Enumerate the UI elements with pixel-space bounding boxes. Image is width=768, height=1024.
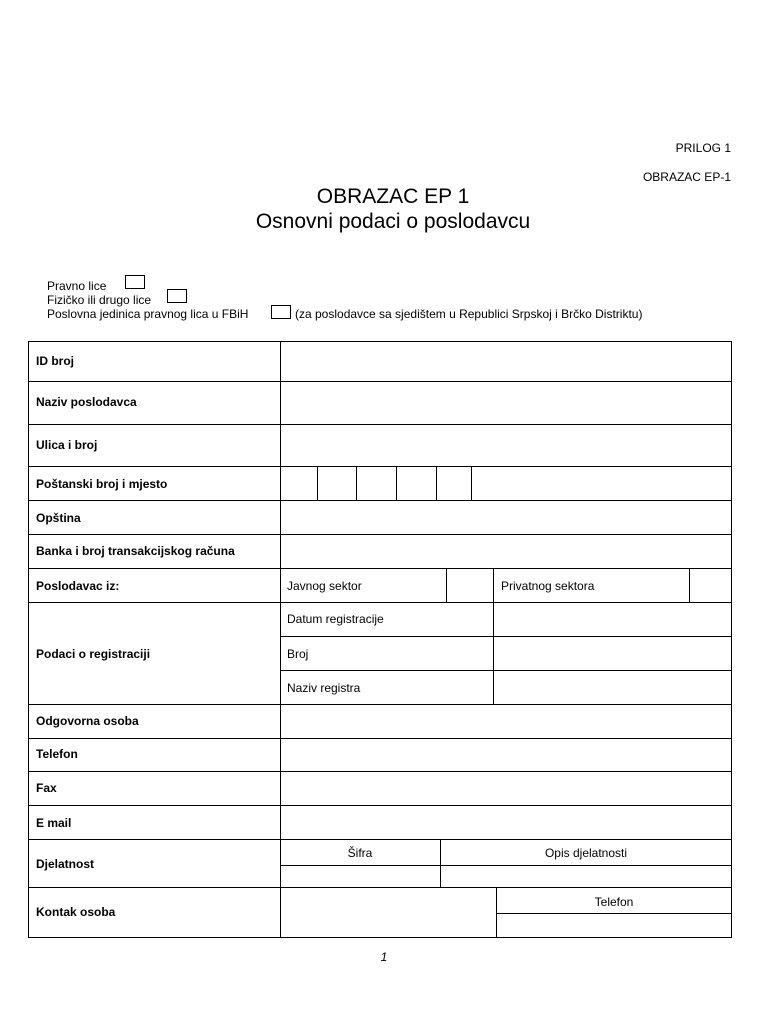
- kontakt-telefon-label: Telefon: [594, 895, 634, 909]
- naziv-registra-field[interactable]: [494, 671, 731, 703]
- sifra-label: Šifra: [347, 846, 373, 860]
- djelatnost-label: Djelatnost: [36, 857, 95, 871]
- odgovorna-osoba-label: Odgovorna osoba: [36, 714, 139, 728]
- form-subtitle: Osnovni podaci o poslodavcu: [255, 210, 531, 233]
- telefon-label: Telefon: [36, 747, 78, 761]
- opstina-label: Opština: [36, 511, 81, 525]
- banka-field[interactable]: [281, 535, 731, 567]
- fax-label: Fax: [36, 781, 57, 795]
- poslovna-jedinica-note: (za poslodavce sa sjedištem u Republici Srpskoj i Brčko Distriktu): [295, 307, 643, 321]
- poslodavac-iz-label: Poslodavac iz:: [36, 579, 120, 593]
- ulica-i-broj-label: Ulica i broj: [36, 438, 98, 452]
- sifra-field[interactable]: [281, 866, 439, 886]
- postanski-broj-label: Poštanski broj i mjesto: [36, 477, 168, 491]
- telefon-field[interactable]: [281, 739, 731, 770]
- broj-registracije-field[interactable]: [494, 637, 731, 669]
- attachment-label: PRILOG 1: [675, 141, 731, 155]
- form-code: OBRAZAC EP-1: [642, 170, 731, 184]
- naziv-poslodavca-label: Naziv poslodavca: [36, 395, 137, 409]
- opstina-field[interactable]: [281, 501, 731, 533]
- form-title: OBRAZAC EP 1: [316, 185, 470, 208]
- datum-registracije-field[interactable]: [494, 603, 731, 635]
- option-poslovna-jedinica-label: Poslovna jedinica pravnog lica u FBiH: [47, 307, 249, 321]
- fax-field[interactable]: [281, 772, 731, 804]
- email-field[interactable]: [281, 806, 731, 838]
- javnog-sektor-checkbox[interactable]: [447, 569, 492, 601]
- pravno-lice-checkbox[interactable]: [125, 275, 145, 289]
- javnog-sektor-label: Javnog sektor: [287, 579, 362, 593]
- naziv-registra-label: Naziv registra: [287, 681, 361, 695]
- privatnog-sektora-label: Privatnog sektora: [501, 579, 595, 593]
- postanski-broj-digit-3[interactable]: [357, 467, 395, 499]
- poslovna-jedinica-checkbox[interactable]: [271, 305, 291, 319]
- email-label: E mail: [36, 816, 72, 830]
- kontakt-osoba-field[interactable]: [281, 888, 495, 937]
- ulica-i-broj-field[interactable]: [281, 425, 731, 465]
- kontakt-osoba-label: Kontak osoba: [36, 905, 116, 919]
- postanski-broj-digit-4[interactable]: [397, 467, 435, 499]
- mjesto-field[interactable]: [472, 467, 731, 499]
- id-broj-field[interactable]: [281, 342, 731, 380]
- postanski-broj-digit-1[interactable]: [281, 467, 316, 499]
- banka-label: Banka i broj transakcijskog računa: [36, 544, 235, 558]
- naziv-poslodavca-field[interactable]: [281, 382, 731, 423]
- kontakt-telefon-field[interactable]: [497, 914, 731, 937]
- fizicko-lice-checkbox[interactable]: [167, 289, 187, 303]
- broj-label: Broj: [287, 647, 309, 661]
- datum-registracije-label: Datum registracije: [287, 612, 384, 626]
- postanski-broj-digit-2[interactable]: [318, 467, 355, 499]
- opis-djelatnosti-label: Opis djelatnosti: [544, 846, 628, 860]
- podaci-o-registraciji-label: Podaci o registraciji: [36, 647, 151, 661]
- option-fizicko-lice-label: Fizičko ili drugo lice: [47, 293, 152, 307]
- postanski-broj-digit-5[interactable]: [437, 467, 470, 499]
- page-number: 1: [380, 950, 388, 964]
- id-broj-label: ID broj: [36, 354, 74, 368]
- option-pravno-lice-label: Pravno lice: [47, 279, 107, 293]
- opis-djelatnosti-field[interactable]: [441, 866, 731, 886]
- odgovorna-osoba-field[interactable]: [281, 705, 731, 737]
- privatnog-sektora-checkbox[interactable]: [690, 569, 731, 601]
